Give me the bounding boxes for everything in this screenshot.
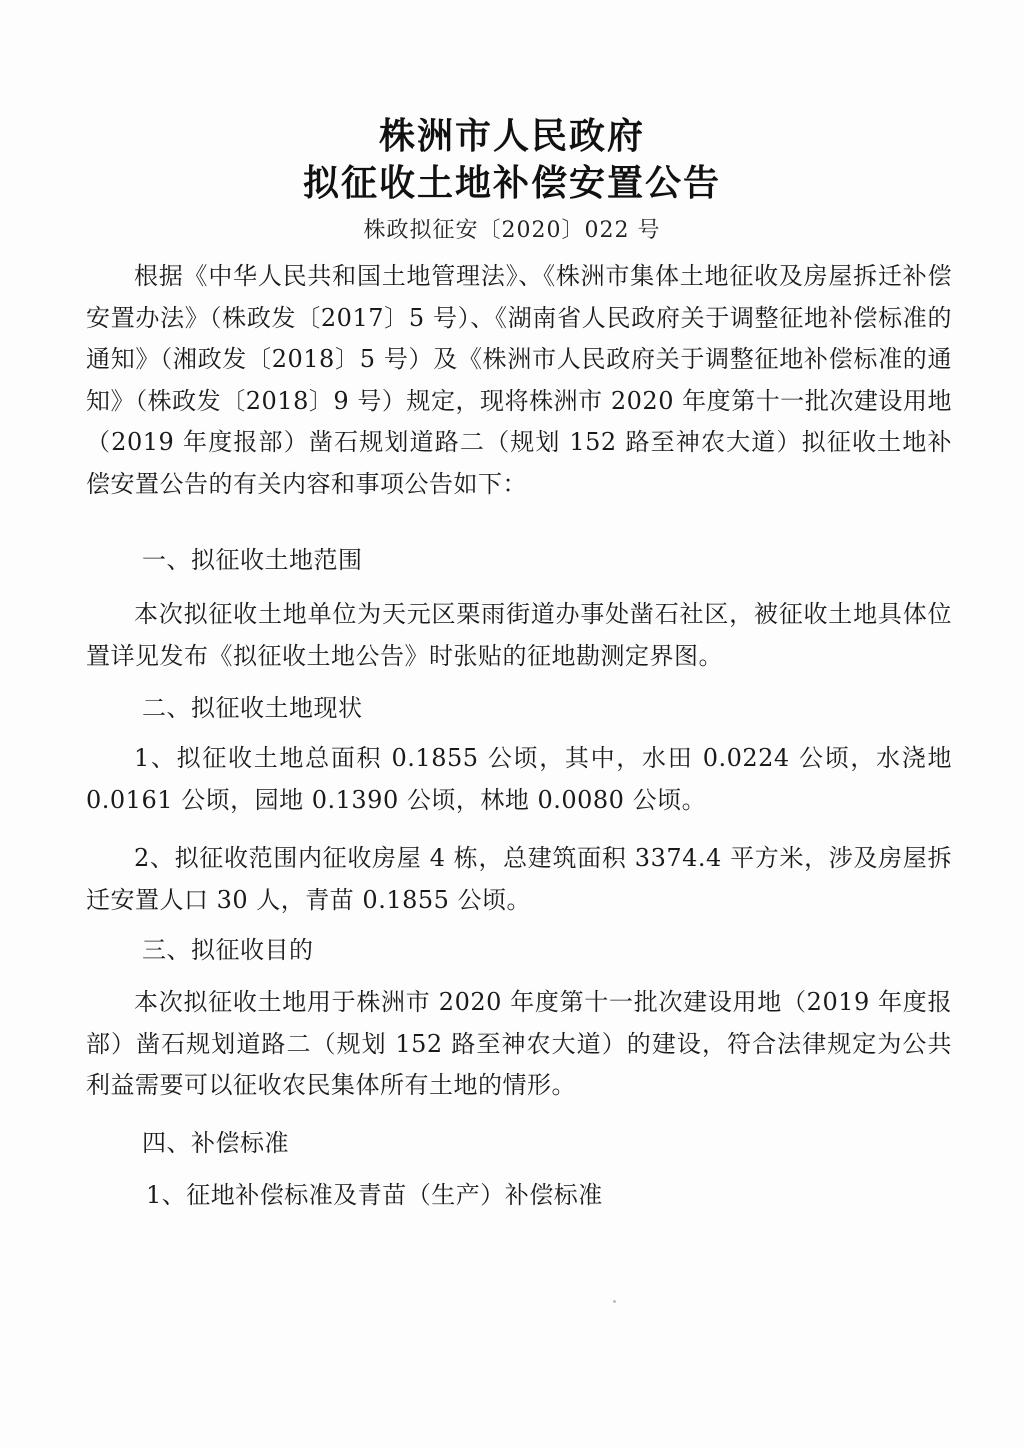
document-title-line2: 拟征收土地补偿安置公告 [302, 163, 721, 204]
section3-paragraph: 本次拟征收土地用于株洲市 2020 年度第十一批次建设用地（2019 年度报部）凿石规划道路二（规划 152 路至神农大道）的建设，符合法律规定为公共利益需要可以征收农民集体所有土地的情形。 [86, 988, 952, 1100]
intro-paragraph: 根据《中华人民共和国土地管理法》、《株洲市集体土地征收及房屋拆迁补偿安置办法》（株政发〔2017〕5 号）、《湖南省人民政府关于调整征地补偿标准的通知》（湘政发〔2018〕5 号）及《株洲市人民政府关于调整征地补偿标准的通知》（株政发〔2018〕9 号）规定，现将株洲市 2020 年度第十一批次建设用地（2019 年度报部）凿石规划道路二（规划 152 路至神农大道）拟征收土地补偿安置公告的有关内容和事项公告如下： [86, 262, 952, 498]
section4-item1: 1、征地补偿标准及青苗（生产）补偿标准 [146, 1181, 603, 1209]
document-number: 株政拟征安〔2020〕022 号 [363, 218, 661, 243]
section3-heading: 三、拟征收目的 [142, 936, 314, 964]
scan-speck [613, 1300, 616, 1303]
section4-heading: 四、补偿标准 [142, 1129, 289, 1157]
section1-paragraph: 本次拟征收土地单位为天元区栗雨街道办事处凿石社区，被征收土地具体位置详见发布《拟征收土地公告》时张贴的征地勘测定界图。 [86, 600, 952, 670]
section2-item1: 1、拟征收土地总面积 0.1855 公顷，其中，水田 0.0224 公顷，水浇地 0.0161 公顷，园地 0.1390 公顷，林地 0.0080 公顷。 [86, 744, 952, 814]
section1-heading: 一、拟征收土地范围 [142, 546, 363, 574]
document-title-line1: 株洲市人民政府 [378, 116, 645, 157]
section2-item2: 2、拟征收范围内征收房屋 4 栋，总建筑面积 3374.4 平方米，涉及房屋拆迁安置人口 30 人，青苗 0.1855 公顷。 [86, 844, 952, 914]
section2-heading: 二、拟征收土地现状 [142, 694, 363, 722]
